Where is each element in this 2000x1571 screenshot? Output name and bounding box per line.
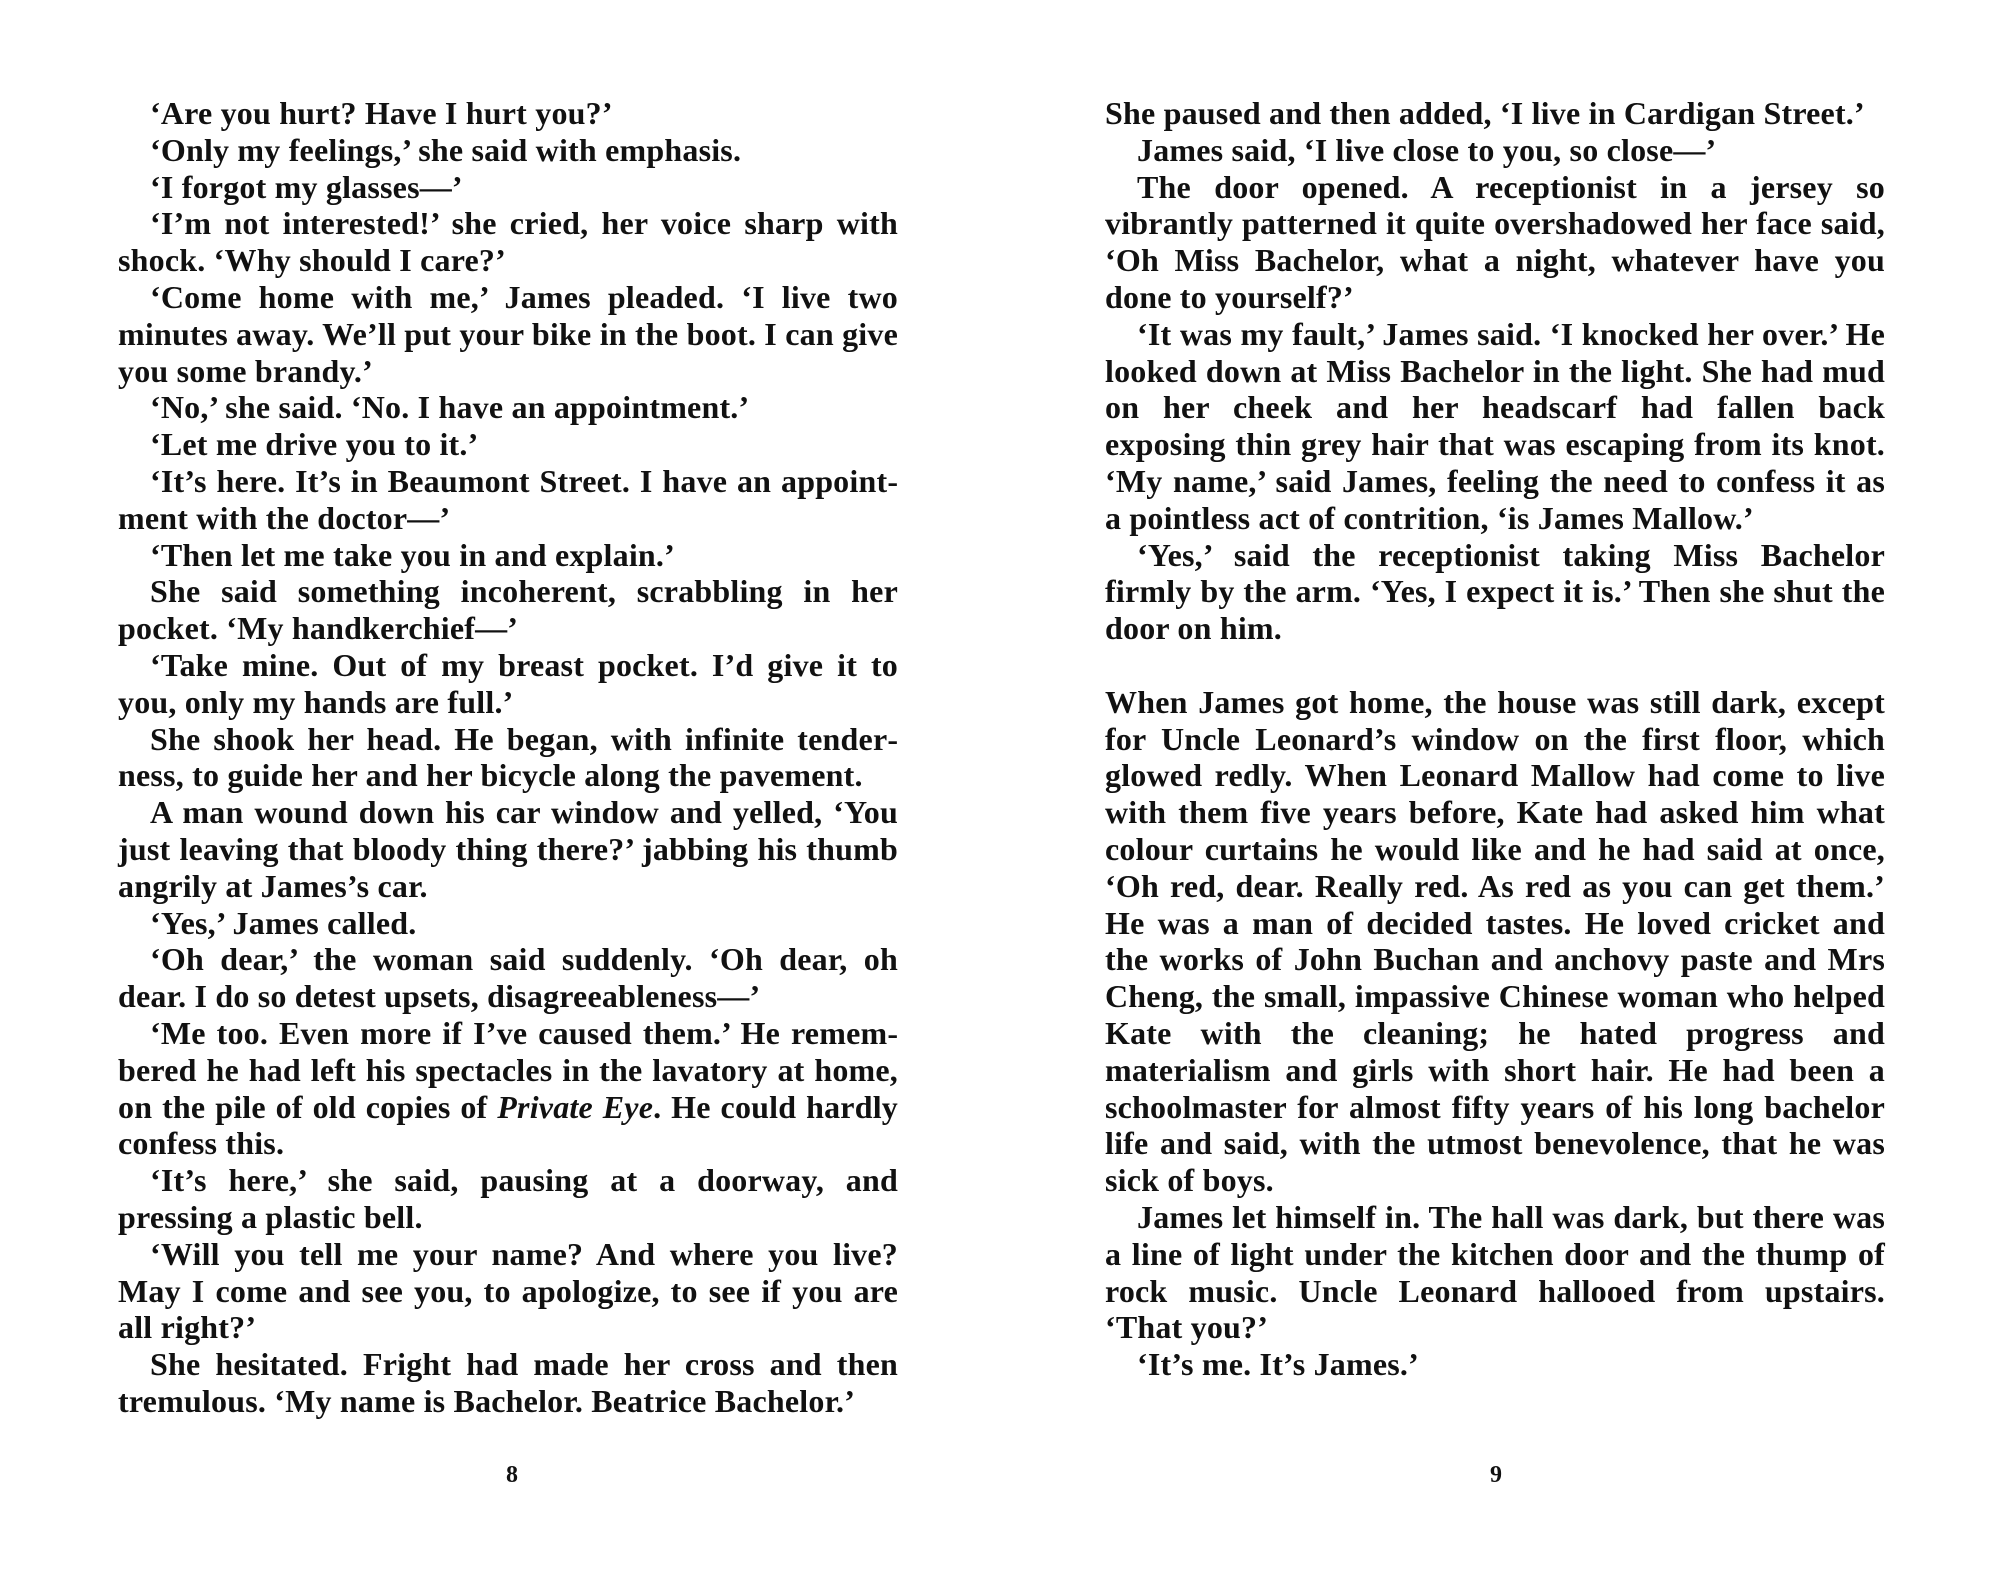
paragraph: A man wound down his car window and yelled, ‘You just leaving that bloody thing there?’ jabbing his thumb angrily at James’s car. (118, 794, 898, 904)
paragraph: ‘Are you hurt? Have I hurt you?’ (150, 95, 613, 131)
book-title-italic: Private Eye (497, 1088, 654, 1125)
paragraph: ‘Yes,’ said the receptionist taking Miss Bachelor firmly by the arm. ‘Yes, I expect it is.’ Then she shut the door on him. (1105, 536, 1885, 647)
paragraph-with-italic (118, 1015, 898, 1162)
paragraph: The door opened. A receptionist in a jersey so vibrantly patterned it quite overshadowed her face said, ‘Oh Miss Bachelor, what a night, whatever have you done to yourself?’ (1105, 168, 1885, 315)
paragraph: ‘Only my feelings,’ she said with emphasis. (150, 131, 742, 168)
paragraph: ‘It was my fault,’ James said. ‘I knocked her over.’ He looked down at Miss Bachelor in the light. She had mud on her cheek and her headscarf had fallen back exposing thin grey hair that was escaping from its knot. ‘My name,’ said James, feeling the need to confess it as a pointless act of contrition, ‘is James Mallow.’ (1105, 315, 1885, 536)
paragraph: ‘Will you tell me your name? And where you live? May I come and see you, to apologize, to see if you are all right?’ (118, 1235, 898, 1346)
paragraph: ‘It’s here,’ she said, pausing at a doorway, and pressing a plastic bell. (118, 1162, 898, 1235)
paragraph: ‘Then let me take you in and explain.’ (150, 536, 675, 573)
right-page (1105, 95, 1885, 1395)
paragraph: ‘Yes,’ James called. (150, 904, 417, 941)
paragraph: She shook her head. He began, with infinite tenderness, to guide her and her bicycle along the pavement. (118, 720, 898, 794)
paragraph: ‘No,’ she said. ‘No. I have an appointment.’ (150, 389, 750, 426)
paragraph: ‘Come home with me,’ James pleaded. ‘I live two minutes away. We’ll put your bike in the boot. I can give you some brandy.’ (118, 278, 898, 389)
paragraph: She hesitated. Fright had made her cross and then tremulous. ‘My name is Bachelor. Beatrice Bachelor.’ (118, 1346, 898, 1419)
paragraph: ‘It’s here. It’s in Beaumont Street. I have an appointment with the doctor—’ (118, 462, 898, 536)
paragraph: ‘Take mine. Out of my breast pocket. I’d give it to you, only my hands are full.’ (118, 646, 898, 720)
paragraph: James said, ‘I live close to you, so close—’ (1137, 131, 1717, 168)
left-page (118, 95, 898, 1419)
paragraph: ‘It’s me. It’s James.’ (1137, 1346, 1419, 1383)
paragraph: ‘I’m not interested!’ she cried, her voice sharp with shock. ‘Why should I care?’ (118, 205, 898, 279)
paragraph: ‘Let me drive you to it.’ (150, 426, 479, 463)
paragraph-text-after: . He could hardly confess this. (118, 1088, 898, 1162)
paragraph: She paused and then added, ‘I live in Cardigan Street.’ (1105, 95, 1865, 131)
page-number-left: 8 (506, 1462, 518, 1488)
paragraph-text-before: ‘Me too. Even more if I’ve caused them.’ He remembered he had left his spectacles in the lavatory at home, on the pile of old copies of (118, 1014, 898, 1125)
paragraph: James let himself in. The hall was dark, but there was a line of light under the kitchen door and the thump of rock music. Uncle Leonard hallooed from upstairs. ‘That you?’ (1105, 1198, 1885, 1346)
page-number-right: 9 (1490, 1462, 1502, 1488)
paragraph: ‘Oh dear,’ the woman said suddenly. ‘Oh dear, oh dear. I do so detest upsets, disagreeableness—’ (118, 941, 898, 1015)
section-opening-paragraph: When James got home, the house was still dark, except for Uncle Leonard’s window on the first floor, which glowed redly. When Leonard Mallow had come to live with them five years before, Kate had asked him what colour curtains he would like and he had said at once, ‘Oh red, dear. Really red. As red as you can get them.’ He was a man of decided tastes. He loved cricket and the works of John Buchan and anchovy paste and Mrs Cheng, the small, impassive Chinese woman who helped Kate with the cleaning; he hated progress and materialism and girls with short hair. He had been a schoolmaster for almost fifty years of his long bachelor life and said, with the utmost benevolence, that he was sick of boys. (1105, 683, 1885, 1199)
paragraph: She said something incoherent, scrabbling in her pocket. ‘My handkerchief—’ (118, 573, 898, 647)
paragraph: ‘I forgot my glasses—’ (150, 168, 463, 205)
